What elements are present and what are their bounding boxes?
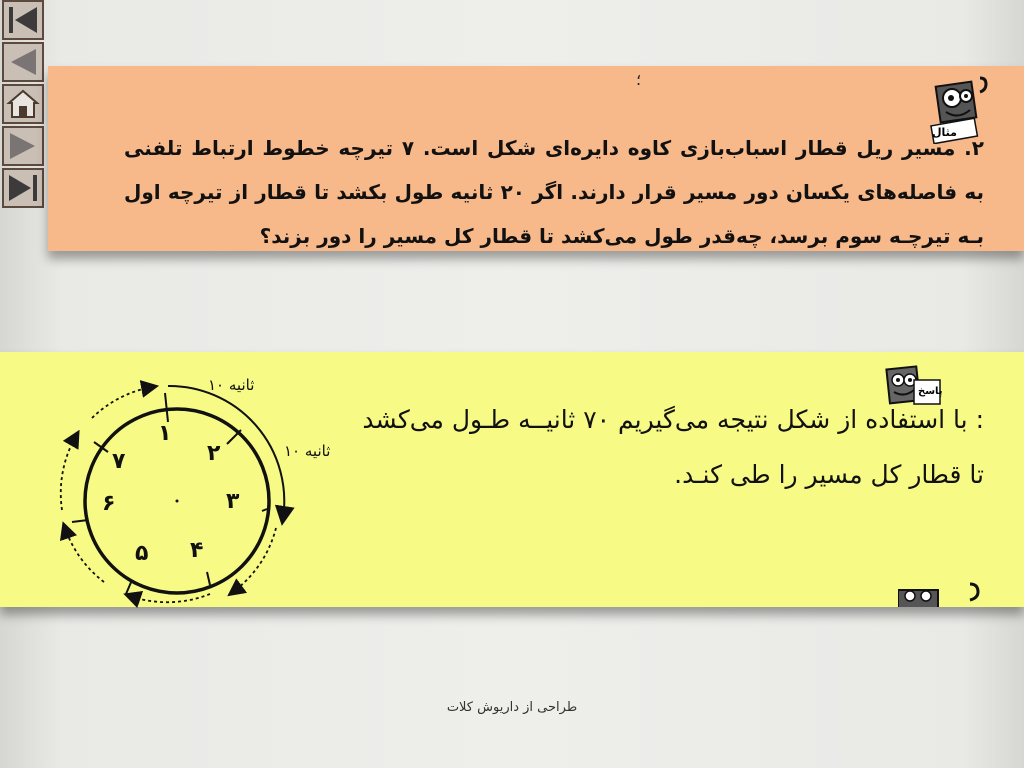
pole-label-3: ۳ [226,489,240,514]
pole-tick-4 [207,572,210,585]
dashed-arc-arrow-5 [92,387,152,418]
pole-label-7: ۷ [112,449,126,474]
question-text: ۲. مسیر ریل قطار اسباب‌بازی کاوه دایره‌ای شکل است. ۷ تیرچه خطوط ارتباط تلفنی به فاصله‌های یکسان دور مسیر قرار دارند. اگر ۲۰ ثانیه طول بکشد تا قطار از تیرچه اول بـه تیرچـه سوم برسد، چه‌قدر طول می‌کشد تا قطار کل مسیر را دور بزند؟ [124,136,984,248]
answer-badge: پاسخ [918,386,943,397]
circular-track-diagram [40,360,370,610]
punctuation-mark: ؛ [636,70,642,89]
home-icon [6,88,40,120]
pole-label-5: ۵ [135,541,149,566]
pole-label-1: ۱ [158,421,172,446]
mascot-peek-icon [898,580,988,607]
last-slide-button[interactable] [2,168,44,208]
last-slide-icon [6,172,40,204]
first-slide-button[interactable] [2,0,44,40]
arc-label-1: ۱۰ ثانیه [208,376,255,394]
next-slide-button[interactable] [2,126,44,166]
pole-label-4: ۴ [190,538,204,563]
first-slide-icon [6,4,40,36]
question-panel [48,66,1024,251]
pole-tick-2 [227,430,241,444]
home-button[interactable] [2,84,44,124]
dashed-arc-arrow-2 [130,594,210,602]
pole-tick-5 [126,580,132,594]
footer-credit: طراحی از داریوش کلات [446,700,578,715]
pole-tick-1 [165,393,168,422]
next-slide-icon [6,130,40,162]
dashed-arc-arrow-1 [233,528,276,592]
slide-navigation [2,0,46,210]
previous-slide-button[interactable] [2,42,44,82]
pole-label-6: ۶ [102,491,116,516]
pole-tick-3 [262,509,267,511]
pole-label-2: ۲ [207,441,221,466]
dashed-arc-arrow-4 [61,436,76,510]
answer-text: : با استفاده از شکل نتیجه می‌گیریم ۷۰ ثانیــه طـول می‌کشد تا قطار کل مسیر را طی کنـد. [362,405,984,489]
arc-label-2: ۱۰ ثانیه [284,442,331,460]
previous-slide-icon [6,46,40,78]
next-example-mascot [898,580,988,611]
dashed-arc-arrow-3 [65,528,104,582]
example-badge: مثال [932,126,957,139]
center-dot [176,500,179,503]
